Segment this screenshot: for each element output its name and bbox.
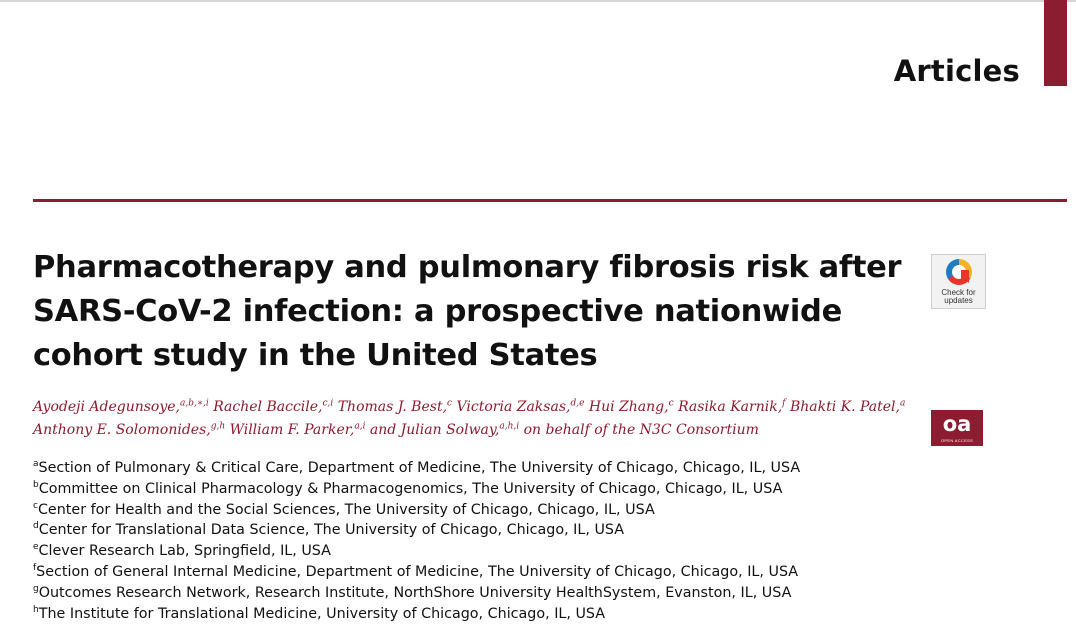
- affiliation-item: [33, 583, 933, 604]
- author-affiliation-marks: a,b,∗,i: [180, 398, 209, 409]
- article-title: Pharmacotherapy and pulmonary fibrosis risk after SARS-CoV-2 infection: a prospective nationwide cohort study in the United States: [33, 250, 902, 373]
- affiliation-key: d: [33, 521, 39, 532]
- affiliation-key: g: [33, 584, 39, 595]
- affiliation-text: Outcomes Research Network, Research Institute, NorthShore University HealthSystem, Evanston, IL, USA: [38, 584, 792, 601]
- section-divider: [33, 199, 1067, 202]
- affiliation-key: f: [33, 563, 37, 574]
- affiliation-text: Clever Research Lab, Springfield, IL, USA: [38, 543, 331, 560]
- affiliation-item: [33, 541, 933, 562]
- author-name[interactable]: William F. Parker,: [229, 422, 355, 438]
- author-name[interactable]: Thomas J. Best,: [337, 399, 448, 415]
- section-label: Articles: [893, 54, 1020, 88]
- open-access-badge: [931, 410, 983, 446]
- author-name[interactable]: Bhakti K. Patel,: [789, 399, 900, 415]
- top-rule: [0, 0, 1076, 2]
- author-list: [33, 396, 913, 442]
- author-affiliation-marks: a,h,i: [499, 421, 520, 432]
- affiliation-item: [33, 562, 933, 583]
- author-name[interactable]: and Julian Solway,: [369, 422, 500, 438]
- affiliation-item: [33, 458, 933, 479]
- affiliation-key: c: [33, 500, 38, 511]
- affiliation-item: [33, 500, 933, 521]
- affiliation-item: [33, 604, 933, 625]
- author-name[interactable]: Ayodeji Adegunsoye,: [33, 399, 181, 415]
- affiliation-text: Center for Translational Data Science, The University of Chicago, Chicago, IL, USA: [38, 522, 625, 539]
- affiliation-key: e: [33, 542, 39, 553]
- consortium-credit: on behalf of the N3C Consortium: [523, 422, 759, 438]
- author-affiliation-marks: g,h: [210, 421, 226, 432]
- section-color-tab: [1044, 0, 1067, 86]
- author-affiliation-marks: a: [899, 398, 906, 409]
- affiliation-key: h: [33, 604, 39, 615]
- affiliation-list: [33, 458, 933, 624]
- author-name[interactable]: Hui Zhang,: [588, 399, 669, 415]
- author-name[interactable]: Rachel Baccile,: [213, 399, 323, 415]
- author-name[interactable]: Rasika Karnik,: [678, 399, 783, 415]
- open-access-icon: oa: [942, 412, 972, 436]
- affiliation-text: Section of Pulmonary & Critical Care, Department of Medicine, The University of Chicago, Chicago, IL, USA: [38, 460, 801, 476]
- author-affiliation-marks: d,e: [570, 398, 585, 409]
- affiliation-item: [33, 479, 933, 500]
- author-name[interactable]: Victoria Zaksas,: [456, 399, 571, 415]
- author-affiliation-marks: f: [782, 398, 786, 409]
- check-for-updates-label: Check for updates: [941, 288, 976, 305]
- affiliation-text: Section of General Internal Medicine, Department of Medicine, The University of Chicago, Chicago, IL, USA: [36, 563, 799, 580]
- affiliation-key: b: [33, 480, 39, 491]
- author-affiliation-marks: c,i: [322, 398, 334, 409]
- open-access-label: OPEN ACCESS: [941, 438, 973, 443]
- affiliation-text: The Institute for Translational Medicine, University of Chicago, Chicago, IL, USA: [38, 605, 606, 622]
- check-for-updates-badge[interactable]: [931, 254, 986, 309]
- affiliation-key: a: [33, 459, 39, 470]
- author-affiliation-marks: a,i: [354, 421, 366, 432]
- crossmark-icon: [946, 259, 972, 285]
- affiliation-text: Center for Health and the Social Sciences, The University of Chicago, Chicago, IL, USA: [37, 501, 655, 518]
- affiliation-item: [33, 520, 933, 541]
- author-name[interactable]: Anthony E. Solomonides,: [33, 422, 211, 438]
- affiliation-text: Committee on Clinical Pharmacology & Pharmacogenomics, The University of Chicago, Chicago, IL, USA: [38, 480, 783, 497]
- author-affiliation-marks: c: [447, 398, 453, 409]
- author-affiliation-marks: c: [668, 398, 674, 409]
